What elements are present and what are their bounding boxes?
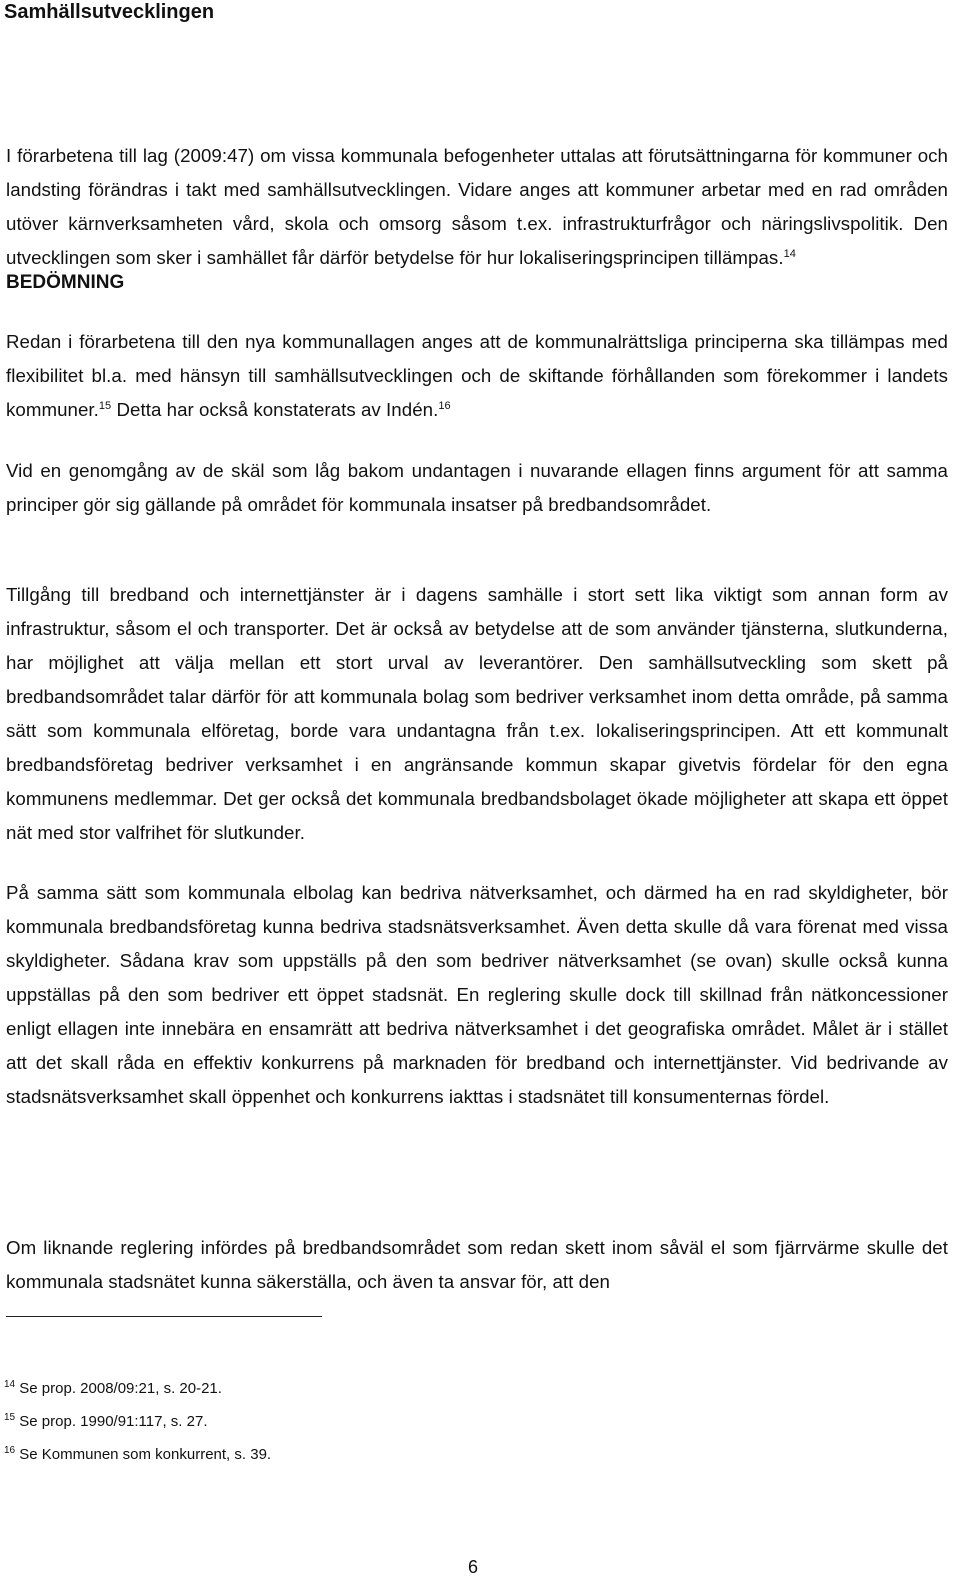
footnote-ref-16: 16	[438, 399, 451, 412]
paragraph-assessment-text-a: Redan i förarbetena till den nya kommunallagen anges att de kommunalrättsliga principerna ska tillämpas med flexibilitet bl.a. med hänsyn till samhällsutvecklingen och de skiftande förhållanden som förekommer i landets kommuner.	[6, 331, 948, 420]
footnote-text: Se prop. 2008/09:21, s. 20-21.	[15, 1380, 222, 1397]
footnote-number: 16	[4, 1445, 16, 1456]
footnote-number: 14	[4, 1379, 16, 1390]
footnote-16	[4, 1445, 271, 1465]
footnote-text: Se prop. 1990/91:117, s. 27.	[15, 1413, 208, 1430]
footnote-ref-14: 14	[783, 247, 796, 260]
footnote-text: Se Kommunen som konkurrent, s. 39.	[15, 1446, 272, 1463]
footnote-14	[4, 1379, 222, 1399]
paragraph-city-network: På samma sätt som kommunala elbolag kan bedriva nätverksamhet, och därmed ha en rad skyldigheter, bör kommunala bredbandsföretag kunna bedriva stadsnätsverksamhet. Även detta skulle då vara förenat med vissa skyldigheter. Sådana krav som uppställs på den som bedriver nätverksamhet (se ovan) skulle också kunna uppställas på den som bedriver ett öppet stadsnät. En reglering skulle dock till skillnad från nätkoncessioner enligt ellagen inte innebära en ensamrätt att bedriva nätverksamhet i det geografiska området. Målet är i stället att det skall råda en effektiv konkurrens på marknaden för bredband och internettjänster. Vid bedrivande av stadsnätsverksamhet skall öppenhet och konkurrens iakttas i stadsnätet till konsumenternas fördel.	[6, 882, 948, 1107]
paragraph-regulation: Om liknande reglering infördes på bredbandsområdet som redan skett inom såväl el som fjärrvärme skulle det kommunala stadsnätet kunna säkerställa, och även ta ansvar för, att den	[6, 1237, 948, 1292]
paragraph-intro-text: I förarbetena till lag (2009:47) om vissa kommunala befogenheter uttalas att förutsättningarna för kommuner och landsting förändras i takt med samhällsutvecklingen. Vidare anges att kommuner arbetar med en rad områden utöver kärnverksamheten vård, skola och omsorg såsom t.ex. infrastrukturfrågor och näringslivspolitik. Den utvecklingen som sker i samhället får därför betydelse för hur lokaliseringsprincipen tillämpas.	[6, 145, 948, 268]
footnote-number: 15	[4, 1412, 16, 1423]
footnote-ref-15: 15	[98, 399, 112, 412]
page-number: 6	[468, 1557, 479, 1577]
paragraph-intro	[6, 139, 948, 275]
paragraph-broadband-access: Tillgång till bredband och internettjänster är i dagens samhälle i stort sett lika viktigt som annan form av infrastruktur, såsom el och transporter. Det är också av betydelse att de som använder tjänsterna, slutkunderna, har möjlighet att välja mellan ett stort urval av leverantörer. Den samhällsutveckling som skett på bredbandsområdet talar därför för att kommunala bolag som bedriver verksamhet inom detta område, på samma sätt som kommunala elföretag, borde vara undantagna från t.ex. lokaliseringsprincipen. Att ett kommunalt bredbandsföretag bedriver verksamhet i en angränsande kommun skapar givetvis fördelar för den egna kommunens medlemmar. Det ger också det kommunala bredbandsbolaget ökade möjligheter att skapa ett öppet nät med stor valfrihet för slutkunder.	[6, 584, 948, 843]
footnote-15	[4, 1412, 208, 1432]
paragraph-review: Vid en genomgång av de skäl som låg bakom undantagen i nuvarande ellagen finns argument för att samma principer gör sig gällande på området för kommunala insatser på bredbandsområdet.	[6, 460, 948, 515]
paragraph-assessment	[6, 325, 948, 427]
assessment-heading: BEDÖMNING	[6, 272, 125, 293]
section-title: Samhällsutvecklingen	[4, 1, 215, 23]
paragraph-assessment-text-b: Detta har också konstaterats av Indén.	[111, 399, 439, 420]
footnote-separator	[6, 1316, 322, 1317]
